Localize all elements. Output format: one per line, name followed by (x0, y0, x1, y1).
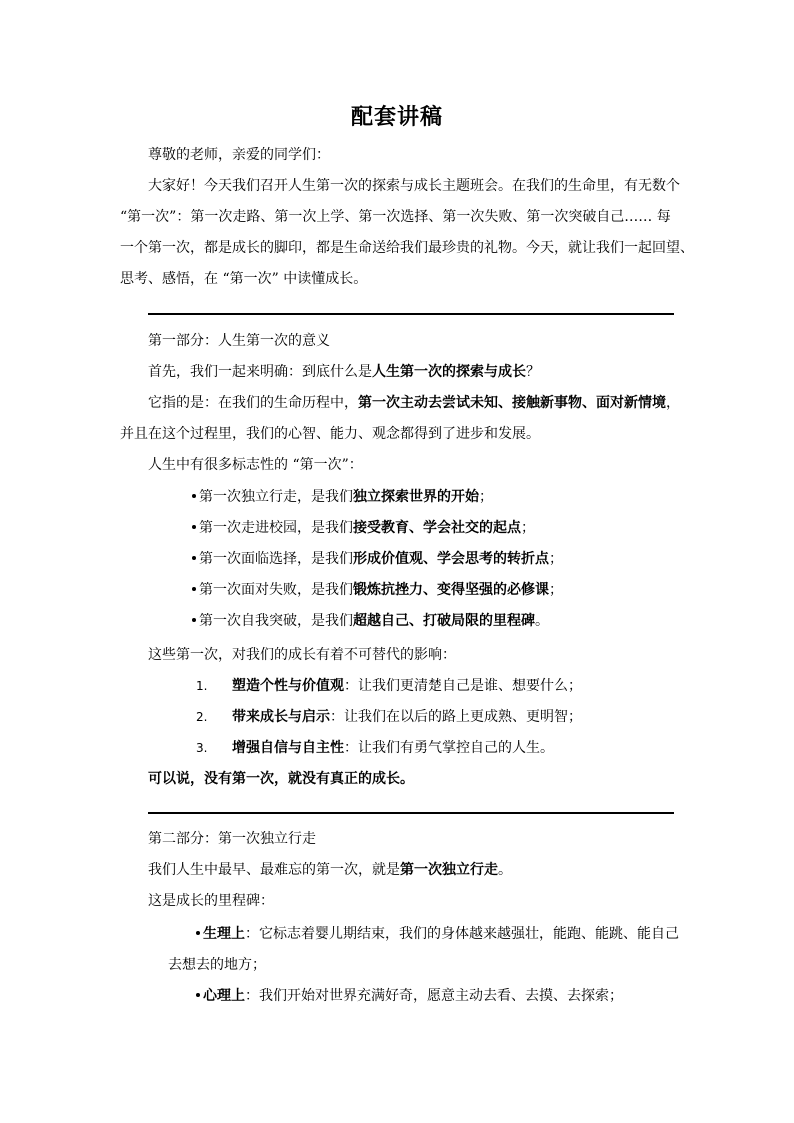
bullet-emphasis: 锻炼抗挫力、变得坚强的必修课 (353, 582, 549, 598)
item-number: 1. (196, 679, 208, 693)
part1-definition-text: 它指的是：在我们的生命历程中， (148, 395, 358, 411)
bullet-text: ：它标志着婴儿期结束，我们的身体越来越强壮，能跑、能跳、能自己 (245, 926, 679, 942)
numbered-item (196, 707, 582, 727)
part1-definition-line-2: 并且在这个过程里，我们的心智、能力、观念都得到了进步和发展。 (120, 426, 540, 442)
bullet-emphasis: 形成价值观、学会思考的转折点 (353, 551, 549, 567)
greeting-line: 尊敬的老师，亲爱的同学们： (148, 147, 330, 163)
item-number: 2. (196, 710, 208, 724)
part1-conclusion: 可以说，没有第一次，就没有真正的成长。 (148, 771, 414, 787)
bullet-emphasis: 生理上 (203, 926, 245, 942)
bullet-punct: ； (521, 520, 535, 536)
bullet-item (192, 611, 549, 631)
bullet-dot-icon (192, 556, 196, 560)
part2-paragraph-text: 我们人生中最早、最难忘的第一次，就是 (148, 862, 400, 878)
item-text: ：让我们更清楚自己是谁、想要什么； (344, 678, 582, 694)
part1-definition-emphasis: 第一次主动去尝试未知、接触新事物、面对新情境 (358, 395, 666, 411)
numbered-item (196, 676, 582, 696)
intro-paragraph-line-3: 一个第一次，都是成长的脚印，都是生命送给我们最珍贵的礼物。今天，就让我们一起回望、 (120, 240, 694, 256)
bullet-punct: ； (549, 582, 563, 598)
part1-question (148, 362, 540, 382)
part1-question-emphasis: 人生第一次的探索与成长 (372, 364, 526, 380)
intro-paragraph-line-1: 大家好！今天我们召开人生第一次的探索与成长主题班会。在我们的生命里，有无数个 (148, 178, 680, 194)
bullet-item (192, 487, 493, 507)
part1-impact-intro: 这些第一次，对我们的成长有着不可替代的影响： (148, 647, 456, 663)
item-emphasis: 塑造个性与价值观 (232, 678, 344, 694)
bullet-emphasis: 心理上 (203, 988, 245, 1004)
bullet-dot-icon (192, 494, 196, 498)
part1-question-text: 首先，我们一起来明确：到底什么是 (148, 364, 372, 380)
bullet-dot-icon (192, 525, 196, 529)
bullet-text: 第一次自我突破，是我们 (199, 613, 353, 629)
item-emphasis: 增强自信与自主性 (232, 740, 344, 756)
part1-markers-intro: 人生中有很多标志性的 “第一次”： (148, 457, 363, 473)
bullet-item (192, 549, 563, 569)
bullet-emphasis: 独立探索世界的开始 (353, 489, 479, 505)
bullet-text: 第一次面临选择，是我们 (199, 551, 353, 567)
bullet-dot-icon (196, 931, 200, 935)
part2-heading: 第二部分：第一次独立行走 (148, 831, 316, 847)
item-text: ：让我们有勇气掌控自己的人生。 (344, 740, 554, 756)
bullet-emphasis: 超越自己、打破局限的里程碑 (353, 613, 535, 629)
part1-definition-line-1 (148, 393, 680, 413)
part1-definition-comma: ， (666, 395, 680, 411)
bullet-item (192, 580, 563, 600)
bullet-dot-icon (192, 587, 196, 591)
section-divider (148, 812, 674, 814)
intro-paragraph-line-4: 思考、感悟，在 “第一次” 中读懂成长。 (120, 271, 368, 287)
bullet-item (196, 986, 623, 1006)
section-divider (148, 313, 674, 315)
numbered-item (196, 738, 554, 758)
bullet-text: 第一次走进校园，是我们 (199, 520, 353, 536)
bullet-text: 第一次独立行走，是我们 (199, 489, 353, 505)
bullet-dot-icon (196, 993, 200, 997)
part2-paragraph (148, 860, 512, 880)
bullet-item (192, 518, 535, 538)
item-text: ：让我们在以后的路上更成熟、更明智； (330, 709, 582, 725)
bullet-punct: 。 (535, 613, 549, 629)
part2-paragraph-emphasis: 第一次独立行走 (400, 862, 498, 878)
part2-paragraph-punct: 。 (498, 862, 512, 878)
bullet-punct: ； (549, 551, 563, 567)
part1-question-mark: ？ (526, 364, 540, 380)
bullet-text: 第一次面对失败，是我们 (199, 582, 353, 598)
bullet-text: ：我们开始对世界充满好奇，愿意主动去看、去摸、去探索； (245, 988, 623, 1004)
part1-heading: 第一部分：人生第一次的意义 (148, 333, 330, 349)
bullet-emphasis: 接受教育、学会社交的起点 (353, 520, 521, 536)
bullet-dot-icon (192, 618, 196, 622)
intro-paragraph-line-2: “第一次”：第一次走路、第一次上学、第一次选择、第一次失败、第一次突破自己…… 每 (120, 209, 671, 225)
item-number: 3. (196, 741, 208, 755)
bullet-continuation: 去想去的地方； (168, 957, 266, 973)
bullet-item (196, 924, 679, 944)
part2-milestone-line: 这是成长的里程碑： (148, 893, 274, 909)
item-emphasis: 带来成长与启示 (232, 709, 330, 725)
document-title: 配套讲稿 (350, 104, 443, 130)
bullet-punct: ； (479, 489, 493, 505)
